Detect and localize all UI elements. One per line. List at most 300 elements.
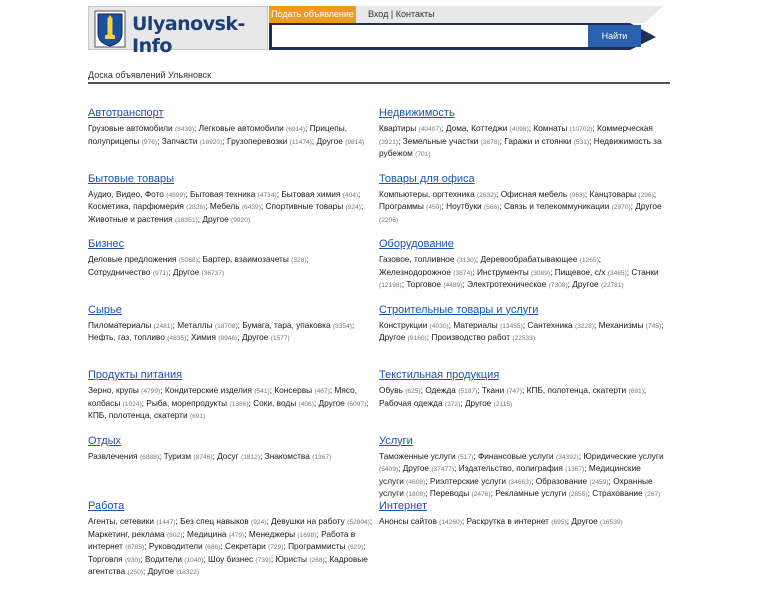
subcategory-count: (467) <box>314 388 330 395</box>
subcategory-link[interactable] <box>459 463 585 473</box>
subcategory-link[interactable] <box>430 488 491 498</box>
subcategory-link[interactable] <box>536 476 609 486</box>
subcategory-link[interactable] <box>481 254 599 264</box>
category-title-link[interactable]: Недвижимость <box>379 107 455 119</box>
subcategory-count: (34392) <box>556 453 579 461</box>
subcategory-name: Программисты <box>288 541 346 551</box>
subcategory-name: Квартиры <box>379 123 417 133</box>
subcategory-count: (517) <box>457 453 474 461</box>
subcategory-count: (450) <box>426 204 442 211</box>
subcategory-count: (479) <box>228 531 245 539</box>
subcategory-link[interactable] <box>467 516 567 526</box>
subcategory-link[interactable] <box>527 385 644 395</box>
subcategory-link[interactable] <box>187 529 244 539</box>
subcategory-link[interactable] <box>379 451 473 461</box>
subcategory-list: Конструкции (4030); Материалы (13455); Сантехника (3228); Механизмы (745); Другое (9160); Производство работ (22533) <box>379 319 664 342</box>
subcategory-count: (739) <box>255 556 271 564</box>
subcategory-count: (6888) <box>139 453 160 461</box>
category-title-link[interactable]: Строительные товары и услуги <box>379 303 539 316</box>
subcategory-link[interactable] <box>446 123 529 133</box>
subcategory-link[interactable] <box>191 332 237 342</box>
subcategory-count: (10702) <box>569 126 593 133</box>
subcategory-name: Мясо, колбасы <box>88 385 358 408</box>
subcategory-name: Соки, воды <box>253 397 297 408</box>
subcategory-name: Девушки на работу <box>271 516 345 526</box>
subcategory-link[interactable] <box>88 214 198 224</box>
subcategory-link[interactable] <box>266 201 361 211</box>
category-title-link[interactable]: Бизнес <box>88 238 125 250</box>
subcategory-count: (691) <box>189 413 206 420</box>
subcategory-count: (11474) <box>289 138 312 146</box>
subcategory-link[interactable] <box>379 332 427 342</box>
subcategory-count: (404) <box>342 191 359 199</box>
subcategory-count: (2632) <box>477 191 497 199</box>
subcategory-name: Секретари <box>224 541 266 551</box>
subcategory-link[interactable] <box>527 320 594 330</box>
category-title-link[interactable]: Интернет <box>379 500 427 512</box>
subcategory-link[interactable] <box>379 123 441 133</box>
subcategory-link[interactable] <box>379 385 421 395</box>
subcategory-name: Рыба, морепродукты <box>146 397 228 408</box>
subcategory-link[interactable] <box>173 267 224 277</box>
subcategory-name: Консервы <box>274 385 313 395</box>
subcategory-link[interactable] <box>88 529 182 539</box>
subcategory-count: (328) <box>291 257 307 264</box>
subcategory-link[interactable] <box>446 201 499 211</box>
subcategory-count: (12198) <box>379 282 402 289</box>
subcategory-count: (9160) <box>407 335 427 342</box>
subcategory-link[interactable] <box>177 320 237 330</box>
site-header <box>88 6 668 57</box>
subcategory-name: Зерно, крупы <box>88 385 139 395</box>
subcategory-link[interactable] <box>88 123 194 133</box>
subcategory-count: (3354) <box>332 322 352 330</box>
category-block <box>88 107 373 173</box>
subcategory-name: Медицинские услуги <box>379 463 641 486</box>
subcategory-count: (6914) <box>286 126 306 133</box>
subcategory-name: Сантехника <box>527 319 573 330</box>
subcategory-name: Раскрутка в интернет <box>466 516 549 526</box>
category-block <box>379 107 664 173</box>
subcategory-link[interactable] <box>533 123 592 133</box>
category-block <box>379 435 664 501</box>
subcategory-name: Электротехническое <box>467 279 547 289</box>
subcategory-name: Грузоперевозки <box>227 135 288 146</box>
subcategory-name: Животные и растения <box>88 213 173 224</box>
subcategory-name: Деловые предложения <box>88 254 177 264</box>
subcategory-count: (2115) <box>493 400 513 408</box>
subcategory-link[interactable] <box>403 463 454 473</box>
subcategory-count: (18708) <box>214 322 238 330</box>
subcategory-count: (7308) <box>548 282 568 289</box>
subcategory-count: (4608) <box>406 478 426 486</box>
subcategory-link[interactable] <box>501 189 585 199</box>
subcategory-link[interactable] <box>146 398 248 408</box>
subcategory-name: Другое <box>147 566 174 576</box>
subcategory-count: (2459) <box>589 478 609 486</box>
subcategory-link[interactable] <box>190 189 277 199</box>
subcategory-name: Руководители <box>148 541 203 551</box>
subcategory-name: Другое <box>316 135 343 146</box>
subcategory-link[interactable] <box>406 279 462 289</box>
subcategory-link[interactable] <box>88 554 140 564</box>
subcategory-link[interactable] <box>379 267 472 277</box>
subcategory-link[interactable] <box>88 516 175 526</box>
subcategory-link[interactable] <box>379 189 496 199</box>
subcategory-count: (1367) <box>565 466 585 473</box>
subcategory-name: Материалы <box>453 319 498 330</box>
subcategory-name: Мебель <box>209 201 240 211</box>
subcategory-link[interactable] <box>88 201 205 211</box>
subcategory-link[interactable] <box>149 541 220 551</box>
subcategory-link[interactable] <box>199 123 305 133</box>
subcategory-count: (4899) <box>166 191 186 199</box>
subcategory-link[interactable] <box>288 541 363 551</box>
subcategory-name: Комнаты <box>533 123 568 133</box>
category-title-link[interactable]: Работа <box>88 500 125 512</box>
category-title-link[interactable]: Оборудование <box>379 238 454 250</box>
category-title-link[interactable]: Товары для офиса <box>379 172 475 185</box>
subcategory-name: Бытовая химия <box>281 188 341 199</box>
subcategory-count: (1386) <box>229 400 249 408</box>
subcategory-count: (36737) <box>201 269 225 277</box>
subcategory-name: Прицепы, полуприцепы <box>88 123 347 146</box>
subcategory-list: Деловые предложения (5068); Бартер, взаимозачеты (328); Сотрудничество (971); Другое (36737) <box>88 254 309 277</box>
subcategory-link[interactable] <box>379 516 462 526</box>
subcategory-name: Косметика, парфюмерия <box>88 201 184 211</box>
category-title-link[interactable]: Отдых <box>88 434 122 447</box>
subcategory-list: Агенты, сетевики (1447); Без спец навыков (924); Девушки на работу (52804); Маркетинг, реклама (802); Медицина (479); Менеджеры (1698); Работа в интернет (8785); Руководители (686); Секретари (729); Программисты (629); Торговля (930); Водители (1040); Шоу бизнес (739); Юристы (268); Кадровые агентства (250); Другое (18322) <box>88 516 373 576</box>
category-block <box>379 500 664 566</box>
subcategory-name: Пищевое, с/х <box>554 266 606 277</box>
subcategory-link[interactable] <box>88 254 198 264</box>
subcategory-name: Программы <box>379 201 424 211</box>
subcategory-name: Станки <box>631 266 659 277</box>
category-block <box>379 173 664 239</box>
subcategory-link[interactable] <box>571 516 622 526</box>
subcategory-link[interactable] <box>319 398 367 408</box>
subcategory-count: (9814) <box>345 138 365 146</box>
site-logo[interactable] <box>88 6 268 57</box>
subcategory-count: (2476) <box>471 491 491 498</box>
subcategory-link[interactable] <box>165 385 270 395</box>
subcategory-link[interactable] <box>504 136 589 146</box>
subcategory-link[interactable] <box>162 136 223 146</box>
subcategory-count: (695) <box>551 519 567 526</box>
category-title-link[interactable]: Бытовые товары <box>88 172 174 185</box>
subcategory-count: (8946) <box>218 335 238 342</box>
subcategory-name: Финансовые услуги <box>477 450 554 461</box>
subcategory-link[interactable] <box>403 136 500 146</box>
subcategory-count: (701) <box>415 151 431 158</box>
subcategory-count: (745) <box>645 322 662 330</box>
subcategory-link[interactable] <box>88 189 185 199</box>
subcategory-count: (3130) <box>456 257 476 264</box>
subcategory-name: Дома, Коттеджи <box>445 123 508 133</box>
subcategory-link[interactable] <box>242 320 352 330</box>
category-block <box>88 500 373 576</box>
subcategory-link[interactable] <box>482 385 522 395</box>
subcategory-link[interactable] <box>242 332 290 342</box>
subcategory-name: Грузовые автомобили <box>88 123 173 133</box>
subcategory-name: Другое <box>318 397 345 408</box>
title-divider <box>88 82 670 84</box>
subcategory-link[interactable] <box>271 516 370 526</box>
subcategory-count: (1447) <box>156 519 176 526</box>
subcategory-name: Химия <box>190 332 216 342</box>
subcategory-count: (729) <box>268 544 284 551</box>
subcategory-link[interactable] <box>210 201 261 211</box>
subcategory-link[interactable] <box>265 451 332 461</box>
subcategory-name: Канцтовары <box>589 188 637 199</box>
subcategory-link[interactable] <box>431 332 535 342</box>
subcategory-link[interactable] <box>495 488 587 498</box>
subcategory-link[interactable] <box>275 554 324 564</box>
subcategory-count: (37477) <box>431 466 455 473</box>
page-title: Доска объявлений Ульяновск <box>88 70 212 80</box>
subcategory-name: Ткани <box>481 385 505 395</box>
subcategory-count: (406) <box>298 400 314 408</box>
subcategory-name: Другое <box>571 516 598 526</box>
subcategory-name: Кондитерские изделия <box>164 385 252 395</box>
subcategory-name: Бумага, тара, упаковка <box>242 319 331 330</box>
top-links <box>368 6 435 23</box>
logo-text: Ulyanovsk-Info <box>132 13 245 57</box>
subcategory-link[interactable] <box>453 320 522 330</box>
subcategory-count: (625) <box>405 388 421 395</box>
subcategory-link[interactable] <box>88 267 168 277</box>
subcategory-count: (16539) <box>600 519 623 526</box>
subcategory-count: (34663) <box>508 478 532 486</box>
subcategory-count: (924) <box>345 204 361 211</box>
subcategory-name: Механизмы <box>598 319 644 330</box>
subcategory-name: Рабочая одежда <box>379 397 443 408</box>
category-block <box>88 369 373 435</box>
subcategory-count: (14260) <box>439 519 462 526</box>
subcategory-link[interactable] <box>465 398 512 408</box>
subcategory-count: (40407) <box>418 126 442 133</box>
subcategory-count: (18920) <box>199 138 223 146</box>
subcategory-count: (5409) <box>379 466 399 473</box>
subcategory-count: (1577) <box>270 335 290 342</box>
subcategory-name: Пиломатериалы <box>88 319 152 330</box>
subcategory-link[interactable] <box>88 320 173 330</box>
subcategory-link[interactable] <box>504 201 631 211</box>
subcategory-name: Гаражи и стоянки <box>504 135 572 146</box>
subcategory-count: (566) <box>483 204 500 211</box>
subcategory-name: Связь и телекоммуникации <box>503 201 610 211</box>
subcategory-name: Производство работ <box>431 332 510 342</box>
subcategory-link[interactable] <box>203 254 307 264</box>
subcategory-link[interactable] <box>317 136 365 146</box>
subcategory-name: Офисная мебель <box>500 188 568 199</box>
subcategory-name: Земельные участки <box>402 135 479 146</box>
subcategory-name: Развлечения <box>88 450 138 461</box>
subcategory-name: Охранные услуги <box>379 475 653 498</box>
top-nav-bar-tail <box>645 6 663 23</box>
subcategory-count: (1367) <box>312 453 332 461</box>
subcategory-link[interactable] <box>467 279 568 289</box>
subcategory-link[interactable] <box>202 214 250 224</box>
subcategory-link[interactable] <box>145 554 203 564</box>
subcategory-count: (691) <box>628 388 644 395</box>
subcategory-name: Торговля <box>88 553 123 564</box>
subcategory-count: (8785) <box>125 544 145 551</box>
subcategory-name: Образование <box>535 475 588 486</box>
subcategory-link[interactable] <box>253 398 314 408</box>
subcategory-count: (4098) <box>509 126 529 133</box>
subcategory-link[interactable] <box>217 451 260 461</box>
category-block <box>88 173 373 239</box>
subcategory-count: (267) <box>644 491 661 498</box>
category-title-link[interactable]: Автотранспорт <box>88 107 164 119</box>
subcategory-link[interactable] <box>599 320 662 330</box>
subcategory-link[interactable] <box>164 451 213 461</box>
subcategory-link[interactable] <box>88 410 205 420</box>
subcategory-count: (1040) <box>184 556 204 564</box>
subcategory-link[interactable] <box>249 529 317 539</box>
subcategory-link[interactable] <box>430 476 531 486</box>
subcategory-link[interactable] <box>225 541 283 551</box>
subcategory-link[interactable] <box>227 136 312 146</box>
contacts-link[interactable]: Контакты <box>395 9 435 19</box>
subcategory-name: Аудио, Видео, Фото <box>88 188 164 199</box>
search-button[interactable]: Найти <box>588 25 641 47</box>
subcategory-name: Юристы <box>275 553 307 564</box>
subcategory-count: (4799) <box>141 388 161 395</box>
subcategory-name: Нефть, газ, топливо <box>88 332 165 342</box>
subcategory-link[interactable] <box>180 516 266 526</box>
category-title-link[interactable]: Услуги <box>379 434 413 447</box>
subcategory-count: (18322) <box>176 569 200 576</box>
subcategory-count: (531) <box>573 138 590 146</box>
subcategory-name: Другое <box>379 332 406 342</box>
subcategory-list: Газовое, топливное (3130); Деревообрабатывающее (1265); Железнодорожное (3874); Инструменты (3089); Пищевое, с/х (3465); Станки (12198); Торговое (4489); Электротехническое (7308); Другое (22781) <box>379 254 659 289</box>
subcategory-count: (372) <box>444 400 461 408</box>
subcategory-link[interactable] <box>379 254 476 264</box>
category-block <box>88 435 373 501</box>
subcategory-count: (1808) <box>406 491 426 498</box>
subcategory-count: (9920) <box>231 216 251 224</box>
subcategory-count: (4489) <box>443 282 463 289</box>
search-input[interactable] <box>272 25 588 47</box>
subcategory-count: (1812) <box>241 453 261 461</box>
subcategory-count: (2855) <box>568 491 588 498</box>
subcategory-count: (1024) <box>122 400 142 408</box>
subcategory-name: Досуг <box>217 450 239 461</box>
subcategory-name: Другое <box>464 397 492 408</box>
subcategory-count: (296) <box>638 191 654 199</box>
subcategory-name: Юридические услуги <box>583 450 664 461</box>
subcategory-name: Медицина <box>187 528 227 539</box>
subcategory-name: Торговое <box>406 279 442 289</box>
subcategory-count: (3465) <box>607 269 627 277</box>
subcategory-link[interactable] <box>274 385 330 395</box>
subcategory-count: (963) <box>569 191 585 199</box>
subcategory-name: Туризм <box>163 450 192 461</box>
subcategory-link[interactable] <box>590 189 654 199</box>
links-separator: | <box>390 9 394 19</box>
category-title-link[interactable]: Текстильная продукция <box>379 369 500 381</box>
subcategory-name: Менеджеры <box>248 528 296 539</box>
subcategory-name: Бытовая техника <box>189 188 256 199</box>
subcategory-link[interactable] <box>208 554 271 564</box>
subcategory-name: Деревообрабатывающее <box>480 254 578 264</box>
subcategory-count: (686) <box>204 544 221 551</box>
subcategory-list: Квартиры (40407); Дома, Коттеджи (4098); Комнаты (10702); Коммерческая (3921); Земельные участки (3678); Гаражи и стоянки (531); Недвижимость за рубежом (701) <box>379 123 662 158</box>
post-ad-button[interactable]: Подать объявление <box>269 6 356 23</box>
subcategory-name: Одежда <box>425 385 456 395</box>
subcategory-name: Ноутбуки <box>446 201 482 211</box>
category-block <box>379 369 664 435</box>
login-link[interactable]: Вход <box>368 9 389 19</box>
subcategory-name: Страхование <box>592 488 643 498</box>
subcategory-list: Обувь (625); Одежда (5187); Ткани (747); КПБ, полотенца, скатерти (691); Рабочая одежда (372); Другое (2115) <box>379 385 647 408</box>
category-title-link[interactable]: Сырье <box>88 303 122 316</box>
subcategory-link[interactable] <box>379 398 460 408</box>
subcategory-link[interactable] <box>555 267 627 277</box>
subcategory-count: (629) <box>347 544 364 551</box>
subcategory-name: Коммерческая <box>597 123 653 133</box>
coat-of-arms-icon <box>93 9 127 49</box>
subcategory-count: (924) <box>251 519 267 526</box>
category-column-right <box>379 107 664 566</box>
subcategory-link[interactable] <box>592 488 660 498</box>
subcategory-link[interactable] <box>425 385 477 395</box>
category-block <box>88 238 373 304</box>
subcategory-name: Кадровые агентства <box>88 553 368 576</box>
subcategory-count: (971) <box>152 269 169 277</box>
category-column-left <box>88 107 373 576</box>
subcategory-link[interactable] <box>88 451 159 461</box>
subcategory-name: Другое <box>402 463 430 473</box>
subcategory-count: (5187) <box>458 388 478 395</box>
subcategory-link[interactable] <box>478 451 579 461</box>
subcategory-list: Зерно, крупы (4799); Кондитерские изделия (541); Консервы (467); Мясо, колбасы (1024); Рыба, морепродукты (1386); Соки, воды (406); Другое (6097); КПБ, полотенца, скатерти (691) <box>88 385 369 420</box>
subcategory-count: (13455) <box>500 322 523 330</box>
subcategory-count: (8439) <box>174 126 195 133</box>
subcategory-list: Таможенные услуги (517); Финансовые услуги (34392); Юридические услуги (5409); Другое (37477); Издательство, полиграфия (1367); Медицинские услуги (4608); Риэлтерские услуги (34663); Образование (2459); Охранные услуги (1808); Переводы (2476); Рекламные услуги (2855); Страхование (267) <box>379 450 664 498</box>
subcategory-count: (52804) <box>347 519 370 526</box>
subcategory-link[interactable] <box>477 267 550 277</box>
subcategory-link[interactable] <box>88 385 160 395</box>
subcategory-count: (22781) <box>600 282 624 289</box>
subcategory-name: Переводы <box>429 488 470 498</box>
subcategory-link[interactable] <box>281 189 358 199</box>
subcategory-name: Легковые автомобили <box>198 123 284 133</box>
subcategory-link[interactable] <box>148 566 199 576</box>
subcategory-name: Водители <box>145 553 182 564</box>
subcategory-name: Обувь <box>379 385 403 395</box>
subcategory-name: Анонсы сайтов <box>379 516 437 526</box>
subcategory-name: Риэлтерские услуги <box>429 475 507 486</box>
subcategory-link[interactable] <box>88 332 186 342</box>
subcategory-count: (2970) <box>611 204 631 211</box>
subcategory-link[interactable] <box>572 279 623 289</box>
category-block <box>379 238 664 304</box>
subcategory-count: (4835) <box>167 335 187 342</box>
subcategory-count: (3678) <box>480 138 500 146</box>
subcategory-name: Шоу бизнес <box>207 553 254 564</box>
subcategory-list: Аудио, Видео, Фото (4899); Бытовая техника (4734); Бытовая химия (404); Косметика, парфюмерия (2826); Мебель (6439); Спортивные товары (924); Животные и растения (18351); Другое (9920) <box>88 188 364 224</box>
subcategory-link[interactable] <box>379 201 442 211</box>
subcategory-count: (4030) <box>429 322 449 330</box>
subcategory-count: (3921) <box>379 138 399 146</box>
subcategory-count: (6439) <box>241 204 261 211</box>
subcategory-link[interactable] <box>379 320 449 330</box>
subcategory-count: (3874) <box>453 269 473 277</box>
category-title-link[interactable]: Продукты питания <box>88 369 183 381</box>
